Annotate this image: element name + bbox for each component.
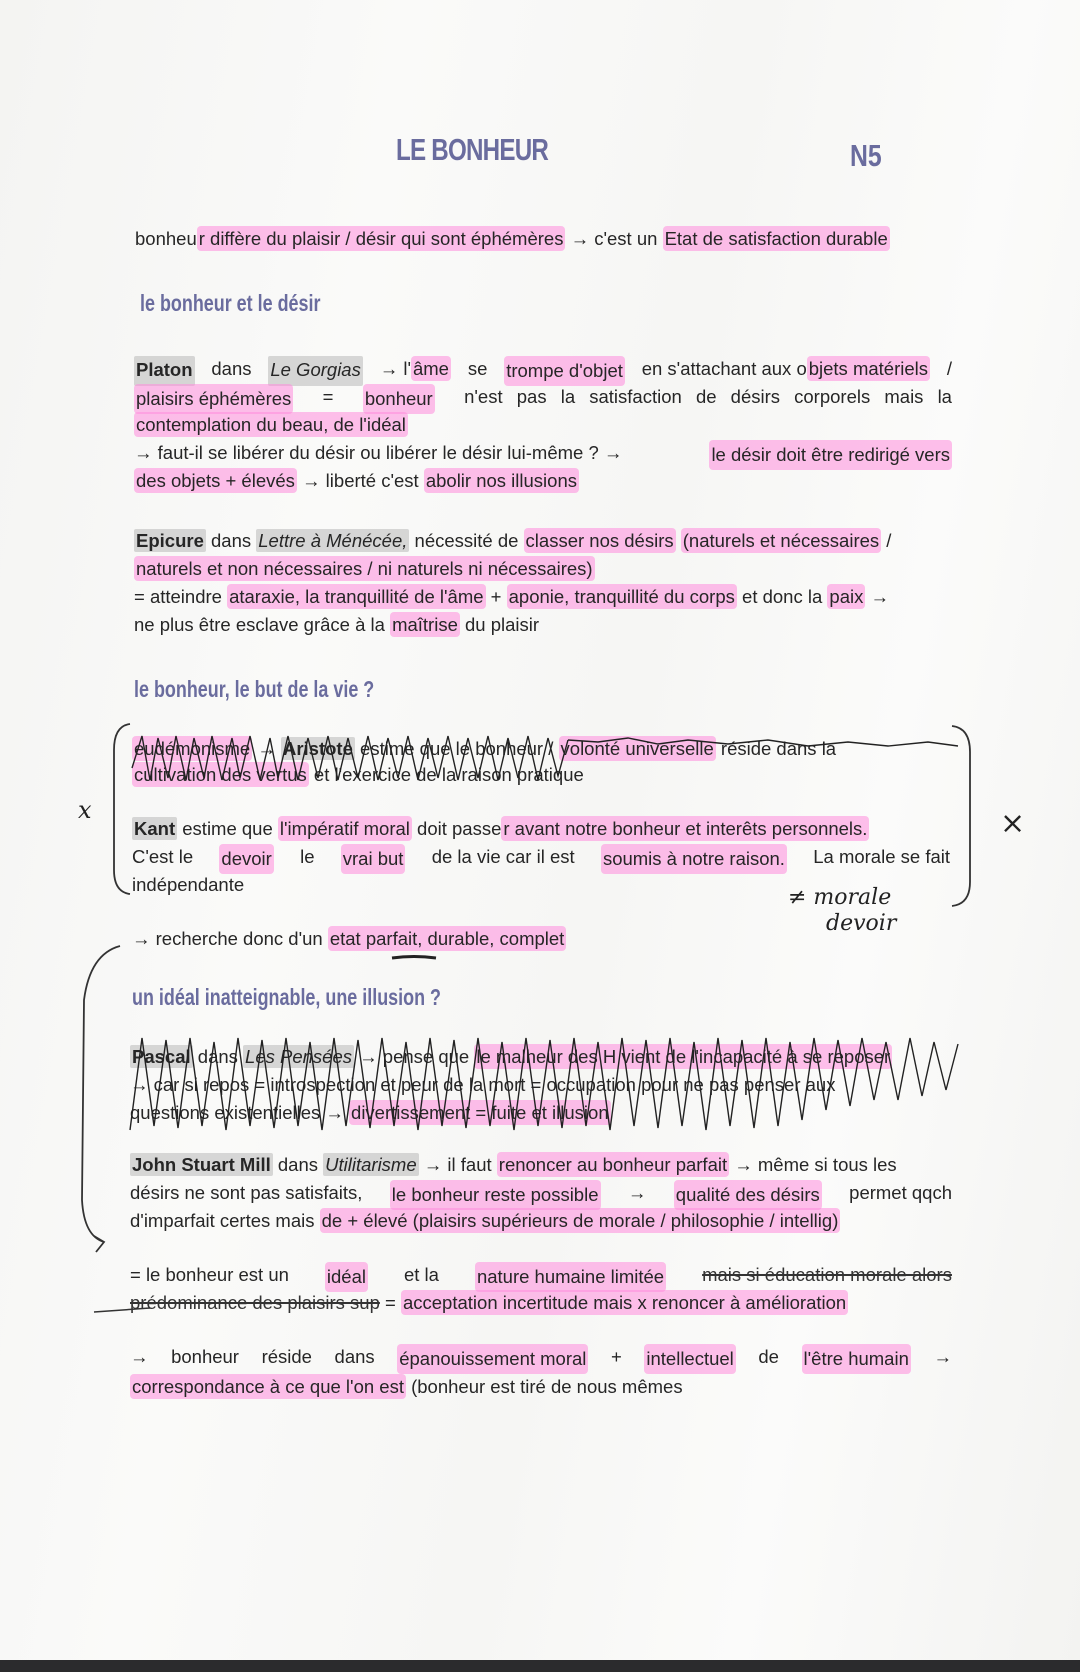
desk-background <box>0 1660 1080 1672</box>
intro-line: bonheu r diffère du plaisir / désir qui sont éphémères → c'est un Etat de satisfaction durable <box>135 228 888 249</box>
margin-note-devoir: devoir <box>826 911 897 936</box>
margin-note-morale: ≠ morale <box>788 885 892 910</box>
page-code: N5 <box>850 138 882 173</box>
section-heading-goal: le bonheur, le but de la vie ? <box>134 676 375 702</box>
section-heading-desire: le bonheur et le désir <box>140 290 321 316</box>
right-x-mark: × <box>1000 806 1026 841</box>
recherche-line: → recherche donc d'un etat parfait, durable, complet <box>132 928 565 949</box>
section-heading-illusion: un idéal inatteignable, une illusion ? <box>132 984 442 1010</box>
left-x-mark: x <box>78 796 92 824</box>
page-title: LE BONHEUR <box>396 132 549 167</box>
